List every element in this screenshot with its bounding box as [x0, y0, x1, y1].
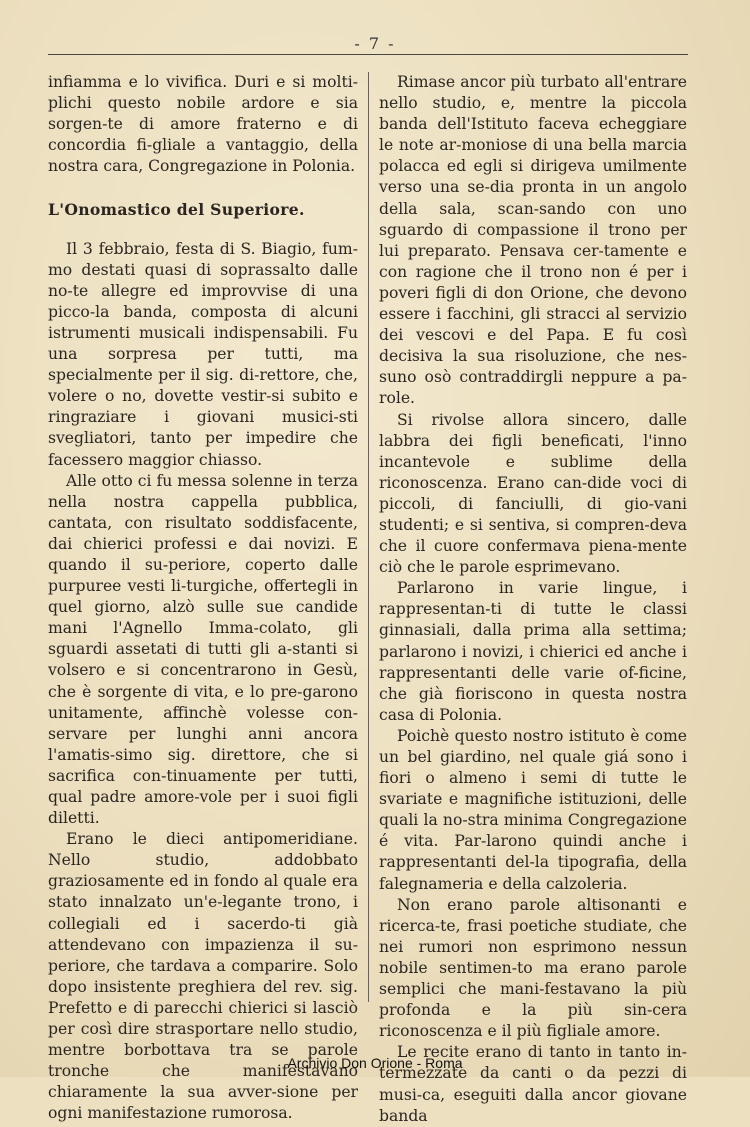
paragraph: Il 3 febbraio, festa di S. Biagio, fum-mo destati quasi di soprassalto dalle no-te allegre ed improvvise di una picco-la banda, composta di alcuni istrumenti musicali indispensabili. Fu una sorpresa per tutti, ma specialmente per il sig. di-rettore, che, volere o no, dovette vestir-si subito e ringraziare i giovani musici-sti svegliatori, tanto per impedire che facessero maggior chiasso. — [48, 239, 358, 469]
paragraph: Le recite erano di tanto in tanto in-termezzate da canti o da pezzi di musi-ca, eseguiti dalla ancor giovane banda — [379, 1043, 687, 1125]
left-column — [48, 72, 358, 1125]
page-number: - 7 - — [354, 34, 396, 53]
paragraph: Alle otto ci fu messa solenne in terza nella nostra cappella pubblica, cantata, con risultato soddisfacente, dai chierici professi e dai novizi. E quando il su-periore, coperto dalle purpuree vesti li-turgiche, offertegli in quel giorno, alzò sulle sue candide mani l'Agnello Imma-colato, gli sguardi assetati di tutti gli a-stanti si volsero e si concentrarono in Gesù, che è sorgente di vita, e lo pre-garono unitamente, affinchè volesse con-servare per lunghi anni ancora l'amatis-simo sig. direttore, che si sacrifica con-tinuamente per tutti, qual padre amore-vole per i suoi figli diletti. — [48, 471, 358, 828]
column-divider — [368, 72, 369, 1002]
paragraph: Si rivolse allora sincero, dalle labbra dei figli beneficati, l'inno incantevole e sublime della riconoscenza. Erano can-dide voci di piccoli, di fanciulli, di gio-vani studenti; e si sentiva, si compren-deva che il cuore confermava piena-mente ciò che le parole esprimevano. — [379, 410, 687, 577]
archive-footer: Archivio Don Orione - Roma — [287, 1055, 463, 1071]
right-column — [379, 72, 687, 1127]
paragraph: Erano le dieci antipomeridiane. Nello studio, addobbato graziosamente ed in fondo al quale era stato innalzato un'e-legante trono, i collegiali ed i sacerdo-ti già attendevano con impazienza il su-periore, che tardava a comparire. Solo dopo insistente preghiera del rev. sig. Prefetto e di parecchi chierici si lasciò per così dire strasportare nello studio, mentre borbottava tra se parole tronche che manifestavano chiaramente la sua avver-sione per ogni manifestazione rumorosa. — [48, 830, 358, 1123]
paragraph: Parlarono in varie lingue, i rappresentan-ti di tutte le classi ginnasiali, dalla prima alla settima; parlarono i novizi, i chierici ed anche i rappresentanti delle varie of-ficine, che già fioriscono in questa nostra casa di Polonia. — [379, 579, 687, 724]
paragraph: Non erano parole altisonanti e ricerca-te, frasi poetiche studiate, che nei rumori non esprimono nessun nobile sentimen-to ma erano parole semplici che mani-festavano la più profonda e la più sin-cera riconoscenza e il più figliale amore. — [379, 895, 687, 1041]
paragraph: Poichè questo nostro istituto è come un bel giardino, nel quale giá sono i fiori o almeno i semi di tutte le svariate e magnifiche istituzioni, delle quali la no-stra minima Congregazione é vita. Par-larono quindi anche i rappresentanti del-la tipografia, della falegnameria e della calzoleria. — [379, 726, 687, 893]
header-rule — [48, 54, 688, 55]
section-heading: L'Onomastico del Superiore. — [48, 200, 305, 220]
paragraph: Rimase ancor più turbato all'entrare nello studio, e, mentre la piccola banda dell'Istituto faceva echeggiare le note ar-moniose di una bella marcia polacca ed egli si dirigeva umilmente verso una se-dia pronta in un angolo della sala, scan-sando con uno sguardo di compassione il trono per lui preparato. Pensava cer-tamente e con ragione che il trono non é per i poveri figli di don Orione, che devono essere i facchini, gli stracci al servizio dei vescovi e del Papa. E fu così decisiva la sua risoluzione, che nes-suno osò contraddirgli neppure a pa-role. — [379, 73, 687, 408]
paragraph: infiamma e lo vivifica. Duri e si molti-plichi questo nobile ardore e sia sorgen-te di amore fraterno e di concordia fi-gliale a vantaggio, della nostra cara, Congregazione in Polonia. — [48, 73, 358, 176]
